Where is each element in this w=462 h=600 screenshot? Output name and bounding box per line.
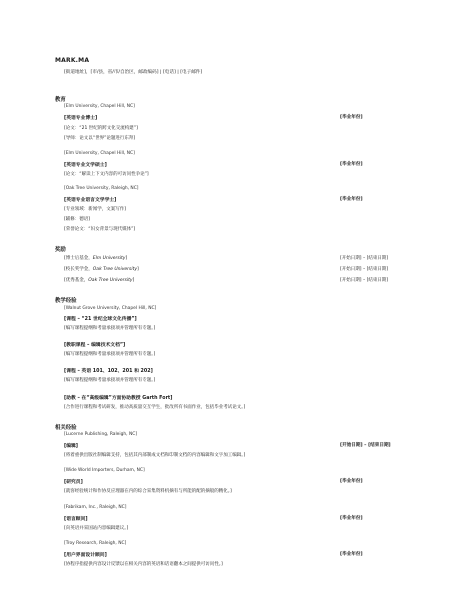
related-role: [语言顾问] (64, 517, 88, 522)
education-line: [论文：“21 世纪的跨文化交流构建”] (64, 126, 138, 131)
education-date: [毕业年份] (340, 115, 363, 120)
award-item: [校长奖学金，Oak Tree University] (64, 267, 139, 272)
awards-heading: 奖励 (55, 247, 66, 253)
related-date: [开始日期] – [结束日期] (340, 443, 391, 448)
education-degree: [英语专业文学硕士] (64, 163, 107, 168)
education-degree: [英语专业语言文学学士] (64, 198, 117, 203)
related-heading: 相关经验 (55, 425, 77, 431)
education-org: [Elm University, Chapel Hill, NC] (64, 151, 135, 156)
teaching-course: [课程 – “21 世纪全球文化传播”] (64, 317, 137, 322)
teaching-course: [教职课程 – 编辑技术文档”] (64, 343, 126, 348)
resume-name: MARK.MA (55, 57, 90, 64)
education-org: [Oak Tree University, Raleigh, NC] (64, 186, 139, 191)
education-line: [荣誉论文：“妇女背景与现代媒体”] (64, 227, 136, 232)
education-line: [辅修：德语] (64, 217, 91, 222)
teaching-line: [合作进行课程和考试研发，推动高质量交互学生，批改所有书面作业，包括毕业考试论文。] (64, 405, 246, 410)
award-date: [开始日期] – [结束日期] (340, 278, 389, 283)
teaching-org: [Walnut Grove University, Chapel Hill, NC] (64, 306, 157, 311)
related-role: [编辑] (64, 444, 78, 449)
related-org: [Troy Research, Raleigh, NC] (64, 541, 127, 546)
related-role: [研究员] (64, 480, 83, 485)
education-line: [导师：论文以“世界”论题进行东拜] (64, 136, 136, 141)
related-org: [Lucerne Publishing, Raleigh, NC] (64, 432, 138, 437)
related-role: [用户界面设计顾问] (64, 553, 107, 558)
award-date: [开始日期] – [结束日期] (340, 256, 389, 261)
award-item: [博士后基金，Elm University] (64, 256, 128, 261)
education-org: [Elm University, Chapel Hill, NC] (64, 104, 135, 109)
education-heading: 教育 (55, 97, 66, 103)
related-org: [Wide World Importers, Durham, NC] (64, 468, 145, 473)
related-date: [毕业年份] (340, 552, 363, 557)
teaching-line: [编写课程提纲和考量承接项并管理所有专题。] (64, 326, 156, 331)
related-date: [毕业年份] (340, 516, 363, 521)
related-line: [向英语并采国站内容编辑建议。] (64, 526, 129, 531)
teaching-line: [编写课程提纲和考量承接项并管理所有专题。] (64, 352, 156, 357)
teaching-course: [课程 – 英语 101、102、201 和 202] (64, 369, 153, 374)
education-date: [毕业年份] (340, 197, 363, 202)
award-item: [优秀基金，Oak Tree University] (64, 278, 135, 283)
education-line: [专业领域：新闻学，文案写作] (64, 207, 127, 212)
teaching-course: [助教 – 在“高级编辑”方面协助教授 Garth Fort] (64, 396, 173, 401)
teaching-line: [编写课程提纲和考量承接项并管理所有专题。] (64, 378, 156, 383)
related-line: [协程序指提供内容设计反馈以在相关内容的英语和话语翻本之间提供可访问性。] (64, 562, 223, 567)
award-date: [开始日期] – [结束日期] (340, 267, 389, 272)
related-org: [Fabrikam, Inc., Raleigh, NC] (64, 505, 127, 510)
related-date: [毕业年份] (340, 479, 363, 484)
teaching-heading: 教学经验 (55, 298, 77, 304)
education-line: [论文：“解读上下文内容的可访问性争论”] (64, 172, 149, 177)
contact-line: [街道地址]，[市/县，省/市/自治区，邮政编码] | [电话] | [电子邮件] (64, 70, 203, 75)
education-date: [毕业年份] (340, 162, 363, 167)
education-degree: [英语专业博士] (64, 116, 98, 121)
related-line: [就客经验统计和作协反应理器在内的综合采集资料机摘有与所能的配的摘般的精化。] (64, 489, 232, 494)
related-line: [将着重供出版社制编辑支持，包括其内部制成文档和印制文档的内容编辑和文字加工编辑。] (64, 453, 246, 458)
